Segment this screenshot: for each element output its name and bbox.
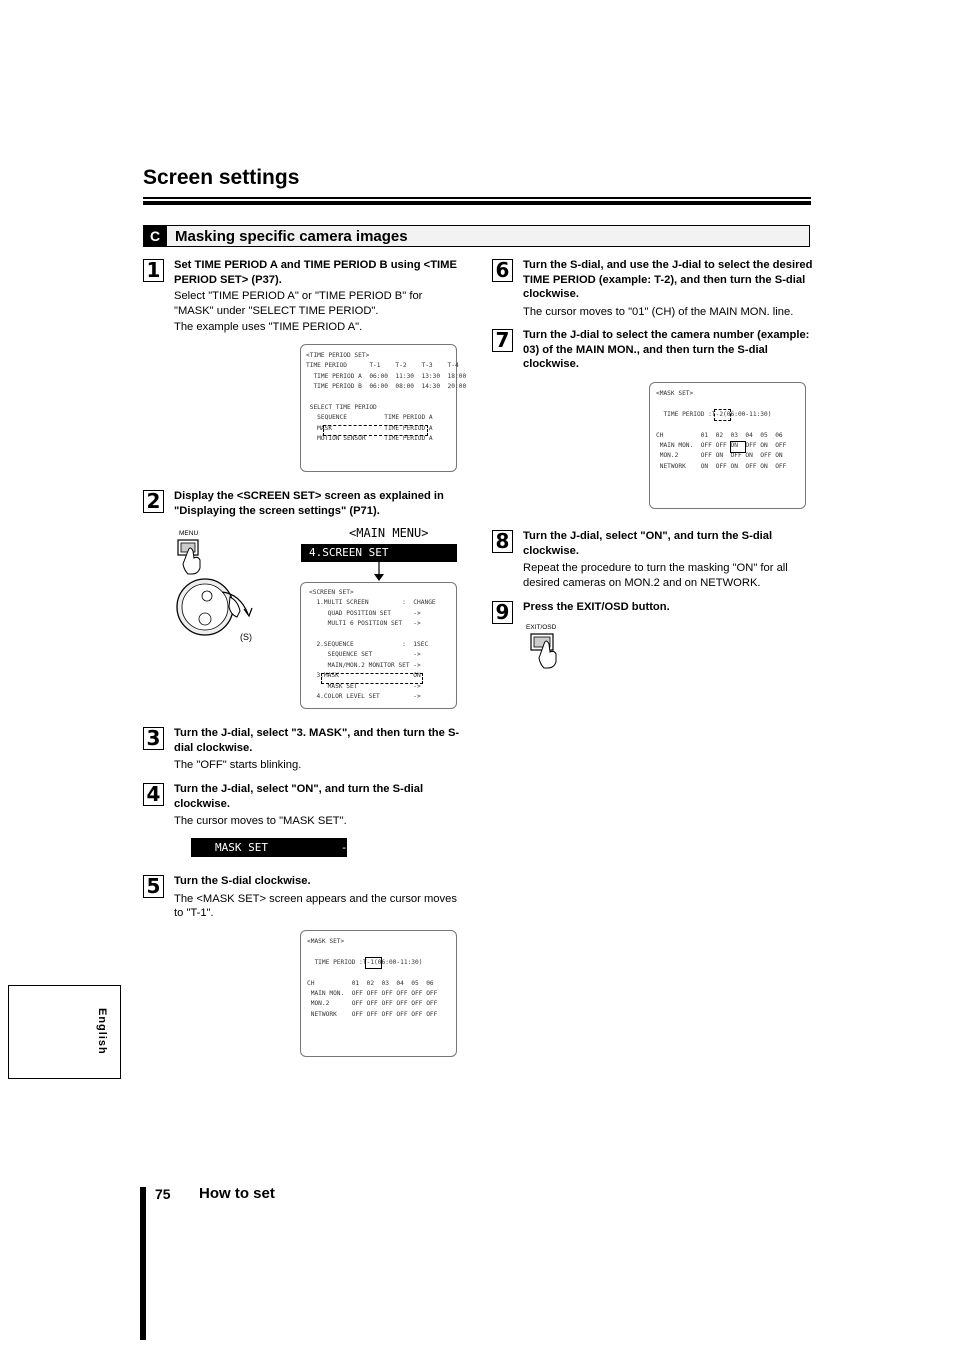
step-instruction: Set TIME PERIOD A and TIME PERIOD B using <TIME PERIOD SET> (P37). <box>174 259 457 286</box>
step-number: 1 <box>143 259 164 282</box>
mask-set-screen-t2 <box>649 382 806 509</box>
step-instruction: Turn the J-dial, select "ON", and turn the S-dial clockwise. <box>523 530 773 557</box>
step-number: 8 <box>492 530 513 553</box>
step-3 <box>174 726 464 773</box>
step-6 <box>523 258 813 319</box>
mask-set-screen-t1 <box>300 930 457 1057</box>
step-instruction: Press the EXIT/OSD button. <box>523 601 670 613</box>
title-rule-thick <box>143 201 811 205</box>
step-number: 2 <box>143 490 164 513</box>
step-note: The <MASK SET> screen appears and the cursor moves to "T-1". <box>174 892 457 919</box>
title-rule <box>143 197 811 199</box>
step-note: The cursor moves to "MASK SET". <box>174 815 347 827</box>
step-instruction: Display the <SCREEN SET> screen as explained in "Displaying the screen settings" (P71). <box>174 490 444 517</box>
screen-text: <MASK SET> TIME PERIOD :T-1(06:00-11:30) CH 01 02 03 04 05 06 MAIN MON. OFF OFF OFF OFF OFF OFF MON.2 OFF OFF OFF OFF OFF OFF NETWORK OFF OFF OFF OFF OFF OFF <box>307 938 438 1018</box>
step-instruction: Turn the J-dial, select "3. MASK", and then turn the S-dial clockwise. <box>174 727 460 754</box>
step-1 <box>174 258 464 335</box>
time-period-set-screen <box>300 344 467 472</box>
step-number: 9 <box>492 601 513 624</box>
main-menu-item-bar: 4.SCREEN SET <box>301 544 457 562</box>
step-number: 5 <box>143 875 164 898</box>
mask-set-bar: MASK SET -> <box>191 838 347 857</box>
step-instruction: Turn the J-dial to select the camera number (example: 03) of the MAIN MON., and then turn the S-dial clockwise. <box>523 329 810 370</box>
s-dial-label: (S) <box>240 632 252 642</box>
step-instruction: Turn the S-dial, and use the J-dial to select the desired TIME PERIOD (example: T-2), and then turn the S-dial clockwise. <box>523 259 813 300</box>
step-note: The example uses "TIME PERIOD A". <box>174 321 363 333</box>
step-instruction: Turn the S-dial clockwise. <box>174 875 311 887</box>
cursor-highlight <box>365 957 382 969</box>
step-7 <box>523 328 813 372</box>
step-9 <box>523 600 813 615</box>
step-2 <box>174 489 464 518</box>
screen-set-screen <box>300 582 457 709</box>
exit-osd-button-icon <box>528 632 573 672</box>
step-number: 6 <box>492 259 513 282</box>
step-note: The cursor moves to "01" (CH) of the MAIN MON. line. <box>523 305 794 318</box>
exit-osd-button-label: EXIT/OSD <box>526 624 557 631</box>
menu-button-label: MENU <box>179 530 199 537</box>
step-5 <box>174 874 464 921</box>
screen-text: <TIME PERIOD SET> TIME PERIOD T-1 T-2 T-3 T-4 TIME PERIOD A 06:00 11:30 13:30 18:00 TIME PERIOD B 06:00 08:00 14:30 20:00 SELECT TIME PERIOD SEQUENCE TIME PERIOD A MASK TIME PERIOD A MOTION SENSOR TIME PERIOD A <box>306 352 467 443</box>
section-letter: C <box>143 225 167 247</box>
step-instruction: Turn the J-dial, select "ON", and turn the S-dial clockwise. <box>174 783 424 810</box>
step-4 <box>174 782 464 829</box>
footer-title: How to set <box>199 1185 275 1202</box>
footer-bar <box>140 1187 146 1340</box>
step-number: 7 <box>492 329 513 352</box>
page-title: Screen settings <box>143 166 300 189</box>
cursor-highlight <box>714 409 731 421</box>
step-8 <box>523 529 813 590</box>
step-note: Select "TIME PERIOD A" or "TIME PERIOD B" for "MASK" under "SELECT TIME PERIOD". <box>174 290 423 317</box>
down-arrow-icon <box>373 562 385 582</box>
menu-dial-illustration <box>170 537 265 647</box>
page-number: 75 <box>155 1186 171 1202</box>
cursor-highlight <box>730 441 746 453</box>
main-menu-label: <MAIN MENU> <box>349 526 429 540</box>
step-number: 3 <box>143 727 164 750</box>
screen-text: <MASK SET> TIME PERIOD :T-2(06:00-11:30) CH 01 02 03 04 05 06 MAIN MON. OFF OFF ON OFF ON OFF MON.2 OFF ON OFF ON OFF ON NETWORK ON OFF ON OFF ON OFF <box>656 390 787 470</box>
cursor-highlight <box>321 673 423 684</box>
step-note: The "OFF" starts blinking. <box>174 759 302 771</box>
cursor-highlight <box>323 425 428 436</box>
step-note: Repeat the procedure to turn the masking "ON" for all desired cameras on MON.2 and on NETWORK. <box>523 562 788 589</box>
screen-text: <SCREEN SET> 1.MULTI SCREEN : CHANGE QUAD POSITION SET -> MULTI 6 POSITION SET -> 2.SEQUENCE : 1SEC SEQUENCE SET -> MAIN/MON.2 MONITOR SET -> 3.MASK ON MASK SET -> 4.COLOR LEVEL SET -> <box>309 589 436 701</box>
language-tab: English <box>96 1008 108 1055</box>
section-title: Masking specific camera images <box>175 228 408 245</box>
step-number: 4 <box>143 783 164 806</box>
